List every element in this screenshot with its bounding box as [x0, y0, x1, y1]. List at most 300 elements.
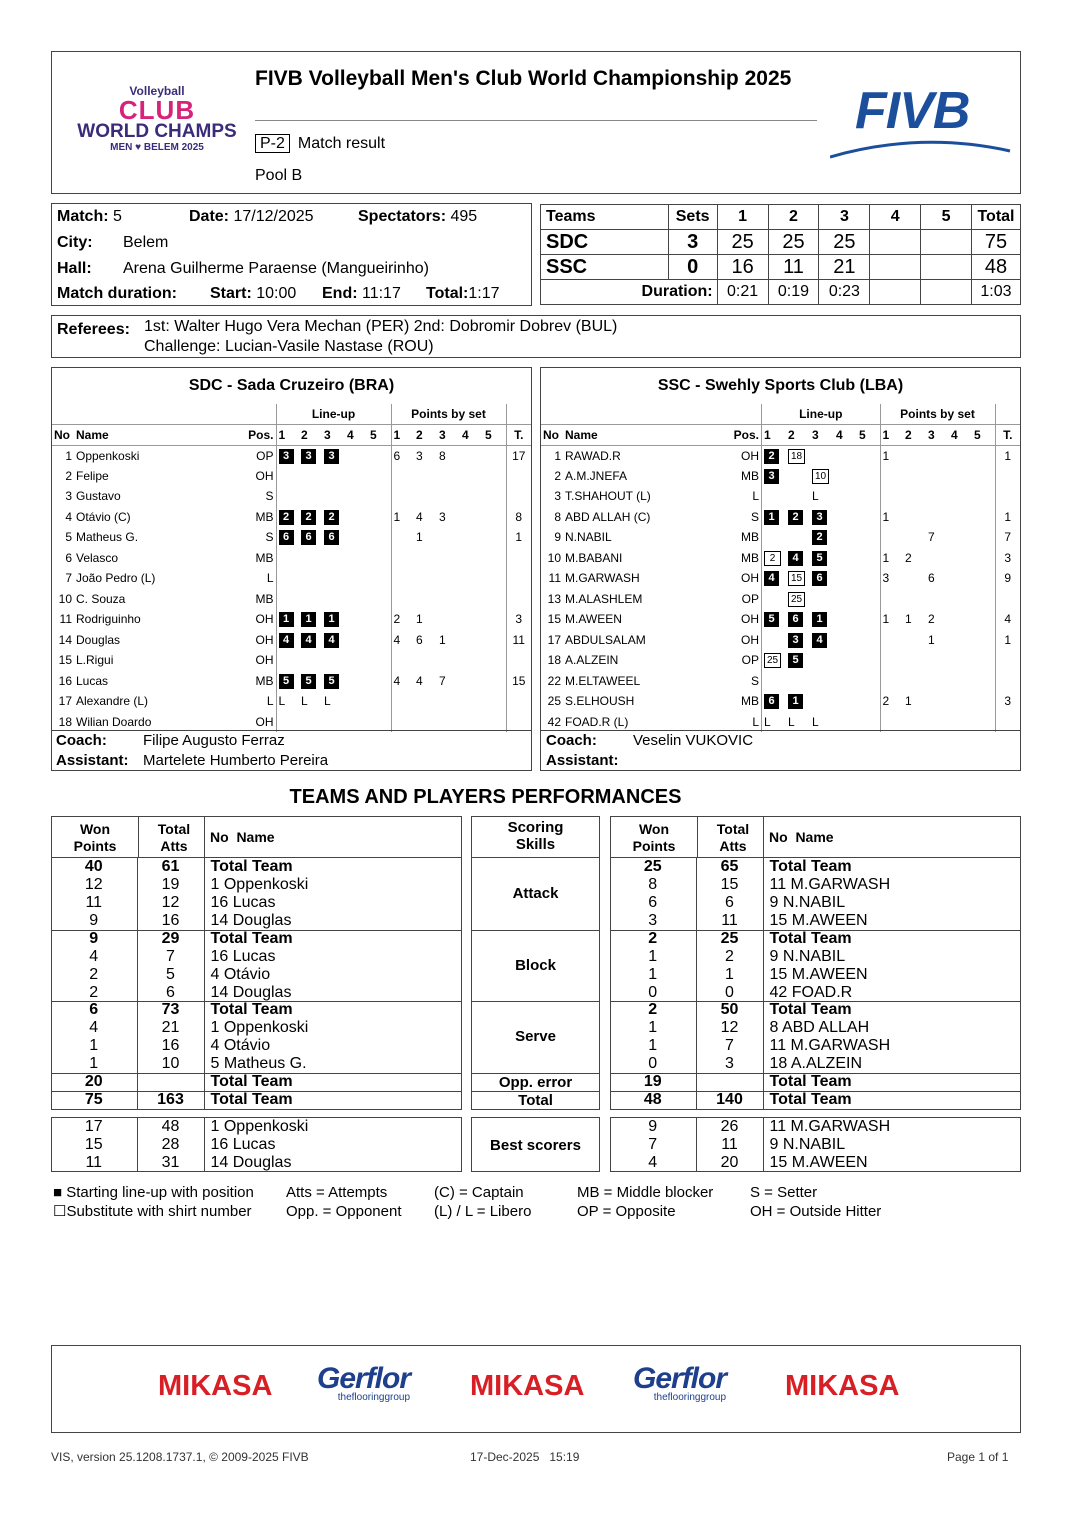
player-number: 2: [554, 468, 561, 483]
perf-total-atts: 31: [137, 1154, 204, 1172]
player-number: 11: [548, 571, 561, 586]
player-total: [995, 671, 1020, 692]
lineup-cell: [786, 527, 810, 548]
fivb-swoosh-icon: [830, 137, 1015, 159]
lineup-cell: [299, 548, 322, 569]
perf-won-points: 0: [610, 984, 696, 1002]
starting-position-box: 1: [301, 612, 316, 627]
set-points: [972, 548, 995, 569]
total-atts-header: Total Atts: [157, 821, 191, 854]
set-points: [949, 466, 972, 487]
perf-won-points: 1: [51, 1037, 137, 1055]
perf-header: [610, 816, 1021, 858]
set-points: [903, 486, 926, 507]
player-number: 3: [65, 489, 72, 504]
set-col: 3: [926, 425, 949, 446]
set-points: 1: [416, 530, 423, 545]
set-points: [926, 466, 949, 487]
lineup-cell: [834, 466, 857, 487]
perf-total-atts: 65: [696, 858, 763, 876]
libero-mark: L: [278, 694, 286, 709]
set-points: [483, 466, 506, 487]
lineup-cell: [276, 445, 299, 466]
lineup-cell: [299, 691, 322, 712]
set-points: [391, 650, 414, 671]
set-points: [437, 691, 460, 712]
substitute-box: 18: [788, 449, 805, 464]
legend-item: S = Setter: [750, 1184, 818, 1201]
lineup-cell: [299, 486, 322, 507]
perf-won-points: 40: [51, 858, 137, 876]
lineup-cell: [345, 630, 368, 651]
set-points: [972, 609, 995, 630]
player-position: OH: [255, 468, 274, 483]
player-position: OH: [741, 632, 759, 647]
skill-label: Attack: [471, 858, 600, 931]
perf-row: [610, 984, 1021, 1002]
lineup-cell: [834, 568, 857, 589]
perf-player: 42 FOAD.R: [769, 983, 853, 1001]
player-name: Oppenkoski: [76, 448, 140, 463]
set-points: 2: [880, 691, 903, 712]
roster-col-name: Name: [563, 425, 724, 446]
perf-total-atts: 15: [696, 876, 763, 894]
set-col: 5: [857, 425, 880, 446]
lineup-cell: [322, 630, 345, 651]
lineup-cell: [322, 507, 345, 528]
perf-row: [610, 912, 1021, 930]
set-points: [949, 527, 972, 548]
lineup-cell: [345, 445, 368, 466]
perf-total-atts: 48: [137, 1118, 204, 1136]
perf-total-atts: 7: [696, 1037, 763, 1055]
match-info-box: Match: 5 Date: 17/12/2025 Spectators: 495 City: Belem Hall: Arena Guilherme Paraense (Mangueirinho) Match duration: Start: 10:00 End: 11:17 Total:1:17: [51, 203, 532, 306]
lineup-cell: [786, 568, 810, 589]
scoring-skills-header: Scoring Skills: [471, 816, 600, 858]
footer-page: Page 1 of 1: [947, 1450, 1009, 1464]
set-points: 1: [928, 632, 935, 647]
lineup-cell: [276, 486, 299, 507]
set-points: 3: [880, 568, 903, 589]
player-position: OH: [255, 632, 274, 647]
perf-total-atts: 12: [696, 1019, 763, 1037]
perf-side-table: [610, 1073, 1021, 1091]
perf-player: 1 Oppenkoski: [210, 1019, 309, 1037]
team-a-coach: Coach: Filipe Augusto Ferraz: [56, 732, 285, 749]
set-points: [460, 712, 483, 733]
set-points: [437, 548, 460, 569]
perf-row: [610, 1055, 1021, 1073]
score-cell: 21: [819, 255, 870, 280]
score-cell: [870, 255, 921, 280]
player-total: [506, 589, 531, 610]
lineup-cell: [762, 548, 787, 569]
perf-row: [51, 894, 462, 912]
perf-won-points: 9: [51, 930, 137, 948]
set-points: 1: [416, 612, 423, 627]
set-points: [926, 445, 949, 466]
lineup-cell: [762, 445, 787, 466]
set-col: 1: [762, 425, 787, 446]
substitute-box: 10: [812, 469, 829, 484]
player-position: MB: [255, 591, 274, 606]
perf-won-points: 2: [51, 966, 137, 984]
score-header-cell: Teams: [541, 205, 669, 230]
lineup-cell: [345, 671, 368, 692]
set-points: [903, 445, 926, 466]
best-scorers-label: Best scorers: [471, 1117, 600, 1172]
substitute-box: 25: [788, 592, 805, 607]
lineup-cell: [786, 671, 810, 692]
player-total: [995, 712, 1020, 733]
perf-total-atts: 21: [137, 1019, 204, 1037]
lineup-cell: [368, 589, 391, 610]
lineup-cell: [276, 548, 299, 569]
lineup-cell: [810, 589, 834, 610]
perf-player: 8 ABD ALLAH: [769, 1019, 870, 1037]
player-name: C. Souza: [76, 591, 126, 606]
starting-position-box: 5: [788, 653, 803, 668]
set-points: [483, 671, 506, 692]
set-points: 3: [439, 509, 446, 524]
pool-label: Pool B: [255, 167, 303, 184]
perf-row: [610, 1136, 1021, 1154]
lineup-cell: [345, 691, 368, 712]
starting-position-box: 1: [324, 612, 339, 627]
perf-header: [51, 816, 462, 858]
perf-total-atts: [696, 1073, 763, 1091]
team-b-assistant: Assistant:: [546, 752, 619, 769]
set-points: [949, 548, 972, 569]
player-total: 3: [995, 548, 1020, 569]
lineup-cell: [276, 568, 299, 589]
duration-label: Duration:: [541, 280, 718, 305]
duration-cell: 1:03: [971, 280, 1020, 305]
lineup-cell: [810, 712, 834, 733]
player-row: [541, 445, 1020, 466]
perf-total-atts: 19: [137, 876, 204, 894]
lineup-cell: [786, 507, 810, 528]
perf-player: 4 Otávio: [210, 965, 271, 983]
set-points: [949, 630, 972, 651]
lineup-cell: [276, 650, 299, 671]
duration-cell: 0:19: [768, 280, 819, 305]
score-cell: 25: [768, 230, 819, 255]
substitute-box: 2: [764, 551, 781, 566]
skill-label: Opp. error: [471, 1073, 600, 1092]
roster-col-no: No: [541, 425, 563, 446]
player-position: MB: [255, 550, 274, 565]
set-points: [972, 466, 995, 487]
starting-position-box: 2: [764, 449, 779, 464]
starting-position-box: 1: [764, 510, 779, 525]
lineup-cell: [368, 507, 391, 528]
score-cell: 25: [819, 230, 870, 255]
perf-won-points: 25: [610, 858, 696, 876]
player-position: OH: [255, 714, 274, 729]
set-points: [460, 630, 483, 651]
document-type: P-2 Match result: [255, 135, 385, 153]
perf-player: 16 Lucas: [210, 1136, 276, 1153]
perf-row: [610, 1019, 1021, 1037]
set-points: [926, 671, 949, 692]
perf-row: [610, 948, 1021, 966]
lineup-cell: [322, 671, 345, 692]
perf-row: [51, 912, 462, 930]
starting-position-box: 3: [279, 449, 294, 464]
starting-position-box: 6: [812, 571, 827, 586]
perf-side-table: [610, 1118, 1021, 1172]
player-name: Douglas: [76, 632, 121, 647]
score-header-cell: 2: [768, 205, 819, 230]
starting-position-box: 3: [764, 469, 779, 484]
player-row: [52, 527, 531, 548]
set-points: 1: [880, 609, 903, 630]
set-points: 1: [439, 632, 446, 647]
perf-won-points: 4: [51, 1019, 137, 1037]
performances-title: TEAMS AND PLAYERS PERFORMANCES: [289, 786, 682, 808]
points-header: Points by set: [880, 404, 995, 425]
set-points: [880, 671, 903, 692]
perf-total-atts: 16: [137, 1037, 204, 1055]
player-row: [52, 466, 531, 487]
player-total: 17: [506, 445, 531, 466]
perf-player: Total Team: [769, 1090, 852, 1108]
player-name: Gustavo: [76, 489, 121, 504]
player-name: ABD ALLAH (C): [565, 509, 651, 524]
player-total: 3: [506, 609, 531, 630]
lineup-cell: [368, 650, 391, 671]
perf-won-points: 2: [610, 1001, 696, 1019]
set-points: [460, 671, 483, 692]
set-points: [949, 589, 972, 610]
set-points: [437, 466, 460, 487]
lineup-cell: [299, 466, 322, 487]
lineup-cell: [276, 630, 299, 651]
lineup-cell: [299, 671, 322, 692]
set-points: [460, 650, 483, 671]
roster-col-name: Name: [74, 425, 238, 446]
lineup-cell: [322, 712, 345, 733]
player-name: M.GARWASH: [565, 571, 640, 586]
perf-total-atts: 11: [696, 912, 763, 930]
set-points: [460, 527, 483, 548]
lineup-cell: [834, 445, 857, 466]
perf-player: 9 N.NABIL: [769, 947, 846, 965]
libero-mark: L: [788, 714, 795, 729]
lineup-cell: [762, 650, 787, 671]
starting-position-box: 1: [788, 694, 803, 709]
lineup-cell: [810, 507, 834, 528]
lineup-cell: [345, 466, 368, 487]
perf-total-atts: 1: [696, 966, 763, 984]
perf-side-table: [51, 858, 462, 930]
set-points: [903, 507, 926, 528]
lineup-cell: [810, 548, 834, 569]
player-position: OH: [741, 571, 759, 586]
set-points: [972, 712, 995, 733]
perf-player: 9 N.NABIL: [769, 1136, 846, 1153]
perf-side-table: [51, 1001, 462, 1073]
player-total: 8: [506, 507, 531, 528]
lineup-cell: [857, 466, 880, 487]
player-number: 42: [547, 714, 561, 729]
set-points: [926, 507, 949, 528]
set-points: [972, 445, 995, 466]
set-points: [414, 589, 437, 610]
libero-mark: L: [812, 489, 819, 504]
perf-won-points: 2: [51, 984, 137, 1002]
perf-player: 14 Douglas: [210, 983, 292, 1001]
substitute-box: 25: [764, 653, 781, 668]
lineup-cell: [762, 630, 787, 651]
perf-player: 11 M.GARWASH: [769, 1118, 891, 1135]
set-col: 3: [437, 425, 460, 446]
duration-cell: [921, 280, 972, 305]
perf-won-points: 11: [51, 1154, 137, 1172]
lineup-cell: [834, 548, 857, 569]
lineup-cell: [762, 712, 787, 733]
perf-won-points: 4: [610, 1154, 696, 1172]
lineup-cell: [299, 589, 322, 610]
set-points: [437, 527, 460, 548]
perf-row: [610, 930, 1021, 948]
team-b-roster: [541, 404, 1020, 732]
starting-position-box: 5: [301, 674, 316, 689]
set-points: [972, 589, 995, 610]
lineup-cell: [834, 486, 857, 507]
perf-won-points: 75: [51, 1091, 137, 1109]
set-points: [949, 650, 972, 671]
libero-mark: L: [812, 714, 819, 729]
lineup-cell: [322, 609, 345, 630]
player-name: Rodriguinho: [76, 612, 141, 627]
team-b-name: SSC - Swehly Sports Club (LBA): [657, 377, 904, 394]
score-header-cell: Total: [971, 205, 1020, 230]
set-points: [460, 691, 483, 712]
document-title: FIVB Volleyball Men's Club World Championship 2025: [255, 67, 792, 90]
perf-total-atts: 11: [696, 1136, 763, 1154]
player-position: OH: [255, 653, 274, 668]
perf-row: [51, 1154, 462, 1172]
player-row: [541, 609, 1020, 630]
perf-row: [610, 858, 1021, 876]
perf-total-atts: 2: [696, 948, 763, 966]
lineup-cell: [322, 568, 345, 589]
set-points: [880, 650, 903, 671]
perf-row: [51, 1136, 462, 1154]
player-total: [506, 568, 531, 589]
starting-position-box: 3: [788, 633, 803, 648]
perf-player: 11 M.GARWASH: [769, 1037, 891, 1055]
player-number: 10: [58, 591, 72, 606]
starting-position-box: 4: [812, 633, 827, 648]
score-header-cell: 1: [717, 205, 768, 230]
player-row: [52, 609, 531, 630]
set-points: [880, 630, 903, 651]
set-points: [949, 712, 972, 733]
player-total: 3: [995, 691, 1020, 712]
perf-won-points: 12: [51, 876, 137, 894]
lineup-cell: [786, 548, 810, 569]
lineup-cell: [276, 609, 299, 630]
perf-won-points: 4: [51, 948, 137, 966]
set-points: [460, 589, 483, 610]
set-points: [483, 691, 506, 712]
lineup-cell: [810, 630, 834, 651]
lineup-cell: [810, 527, 834, 548]
starting-position-box: 6: [324, 530, 339, 545]
set-points: [880, 712, 903, 733]
lineup-cell: [810, 650, 834, 671]
player-row: [52, 486, 531, 507]
lineup-cell: [368, 445, 391, 466]
lineup-cell: [276, 527, 299, 548]
perf-total-atts: 6: [696, 894, 763, 912]
perf-total-atts: 73: [137, 1001, 204, 1019]
set-points: 1: [880, 445, 903, 466]
set-col: 4: [345, 425, 368, 446]
player-position: MB: [741, 468, 759, 483]
lineup-cell: [762, 589, 787, 610]
perf-player: 1 Oppenkoski: [210, 876, 309, 893]
lineup-cell: [368, 671, 391, 692]
player-position: OP: [741, 653, 759, 668]
player-total: 4: [995, 609, 1020, 630]
set-points: [903, 527, 926, 548]
player-position: L: [752, 714, 759, 729]
set-points: [437, 589, 460, 610]
set-points: [483, 712, 506, 733]
perf-won-points: 1: [51, 1055, 137, 1073]
perf-player: 16 Lucas: [210, 947, 276, 965]
roster-table: [541, 404, 1020, 732]
lineup-cell: [786, 609, 810, 630]
player-position: S: [750, 509, 759, 524]
lineup-cell: [857, 671, 880, 692]
lineup-cell: [345, 712, 368, 733]
starting-position-box: 2: [301, 510, 316, 525]
perf-row: [51, 948, 462, 966]
perf-won-points: 8: [610, 876, 696, 894]
player-row: [52, 445, 531, 466]
player-number: 1: [554, 448, 561, 463]
total-col: T.: [506, 425, 531, 446]
player-total: [506, 548, 531, 569]
perf-side-table: [610, 930, 1021, 1002]
perf-total-atts: 28: [137, 1136, 204, 1154]
set-points: 6: [416, 632, 423, 647]
player-number: 13: [547, 591, 561, 606]
starting-position-box: 6: [279, 530, 294, 545]
player-row: [541, 568, 1020, 589]
player-total: [995, 486, 1020, 507]
perf-total-atts: 26: [696, 1118, 763, 1136]
lineup-cell: [857, 609, 880, 630]
lineup-cell: [345, 609, 368, 630]
perf-player: 18 A.ALZEIN: [769, 1055, 862, 1073]
lineup-cell: [786, 691, 810, 712]
score-table: [540, 204, 1021, 305]
legend-item: ☐Substitute with shirt number: [53, 1203, 252, 1220]
player-row: [52, 691, 531, 712]
player-total: 1: [995, 630, 1020, 651]
player-position: OP: [741, 591, 759, 606]
set-points: [926, 691, 949, 712]
player-position: L: [266, 694, 274, 709]
set-points: [483, 609, 506, 630]
lineup-cell: [368, 712, 391, 733]
